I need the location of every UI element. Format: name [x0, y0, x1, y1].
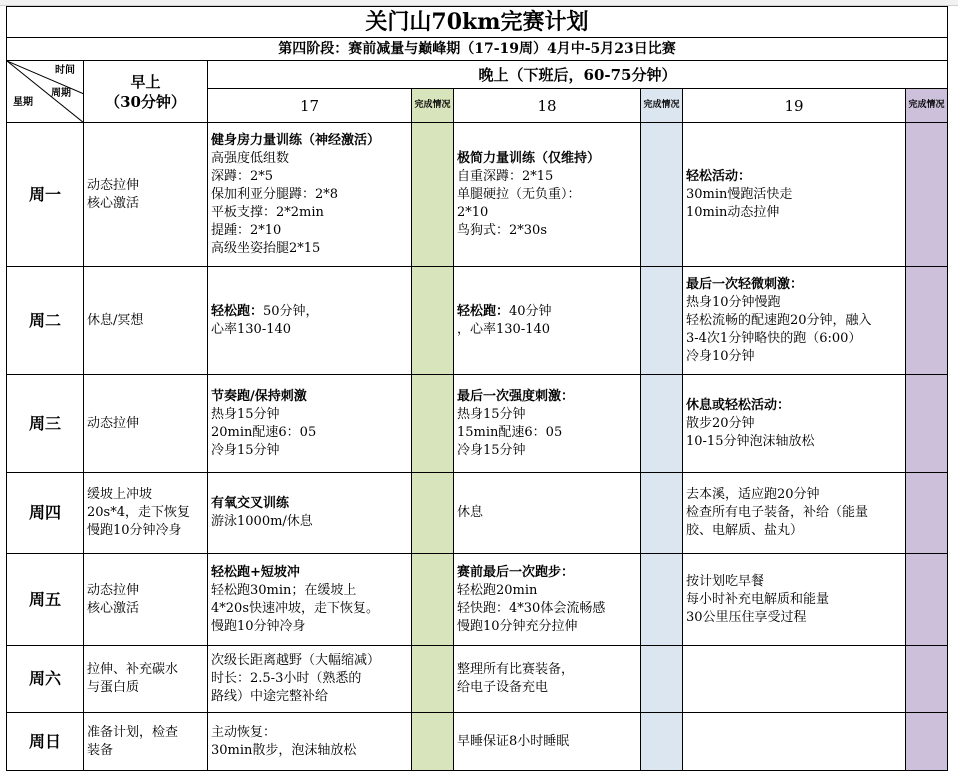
morning-line: 核心激活 — [87, 600, 140, 616]
week18-cell[interactable] — [454, 375, 641, 473]
morning-cell[interactable] — [84, 713, 208, 771]
day-row-tue — [7, 267, 948, 375]
done-header-17[interactable]: 完成情况 — [412, 89, 454, 123]
morning-line: 准备计划，检查 — [87, 724, 179, 740]
workout-line: 胶、电解质、盐丸） — [686, 523, 804, 538]
day-cell[interactable]: 周四 — [7, 473, 84, 554]
week17-cell[interactable] — [208, 473, 412, 554]
workout-title: 轻松活动： — [686, 168, 752, 184]
week19-cell[interactable] — [683, 473, 906, 554]
workout-title: 节奏跑/保持刺激 — [211, 388, 307, 404]
morning-line: 核心激活 — [87, 195, 140, 211]
week18-cell[interactable] — [454, 713, 641, 771]
workout-line: 冷身15分钟 — [457, 442, 526, 458]
workout-title: 最后一次强度刺激： — [457, 388, 575, 404]
morning-cell[interactable] — [84, 473, 208, 554]
workout-title: 健身房力量训练（神经激活） — [211, 132, 381, 148]
workout-line: 热身10分钟慢跑 — [686, 294, 781, 310]
workout-line: 冷身10分钟 — [686, 348, 755, 364]
workout-line: 游泳1000m/休息 — [211, 514, 313, 529]
week19-cell[interactable] — [683, 554, 906, 646]
evening-header[interactable]: 晚上（下班后，60-75分钟） — [208, 61, 948, 89]
workout-title: 轻松跑+短坡冲 — [211, 564, 300, 580]
workout-line: 心率130-140 — [211, 321, 292, 337]
done-header-19[interactable]: 完成情况 — [906, 89, 948, 123]
corner-day-label: 星期 — [13, 97, 33, 108]
day-row-fri — [7, 554, 948, 646]
done-cell-19[interactable] — [906, 375, 948, 473]
workout-line: 轻快跑：4*30体会流畅感 — [457, 600, 606, 616]
week19-cell[interactable] — [683, 713, 906, 771]
workout-line: 时长：2.5-3小时（熟悉的 — [211, 671, 362, 686]
day-cell[interactable]: 周日 — [7, 713, 84, 771]
done-cell-19[interactable] — [906, 646, 948, 713]
done-cell-18[interactable] — [641, 267, 683, 375]
workout-line: 自重深蹲：2*15 — [457, 168, 554, 184]
done-cell-17[interactable] — [412, 375, 454, 473]
morning-line: 慢跑10分钟冷身 — [87, 523, 182, 538]
workout-line: 平板支撑：2*2min — [211, 204, 324, 220]
done-cell-19[interactable] — [906, 123, 948, 267]
week17-cell[interactable] — [208, 554, 412, 646]
day-row-thu — [7, 473, 948, 554]
workout-title: 赛前最后一次跑步： — [457, 564, 575, 580]
week17-cell[interactable] — [208, 375, 412, 473]
done-cell-18[interactable] — [641, 375, 683, 473]
workout-title: 极简力量训练（仅维持） — [457, 150, 601, 166]
workout-line: 30min慢跑活快走 — [686, 186, 793, 202]
week-19-header[interactable]: 19 — [683, 89, 906, 123]
week18-cell[interactable] — [454, 267, 641, 375]
workout-line: 次级长距离越野（大幅缩减） — [211, 653, 381, 668]
workout-line: 给电子设备充电 — [457, 680, 549, 695]
day-row-sun — [7, 713, 948, 771]
done-cell-19[interactable] — [906, 473, 948, 554]
workout-line: 散步20分钟 — [686, 415, 755, 431]
workout-line: ，心率130-140 — [457, 321, 551, 337]
week18-cell[interactable] — [454, 554, 641, 646]
morning-header-line2: （30分钟） — [105, 92, 186, 111]
day-row-sat — [7, 646, 948, 713]
corner-header[interactable] — [7, 61, 84, 123]
morning-line: 装备 — [87, 742, 114, 758]
done-cell-18[interactable] — [641, 123, 683, 267]
workout-line: 30公里压住享受过程 — [686, 609, 807, 625]
done-cell-17[interactable] — [412, 123, 454, 267]
week-18-header[interactable]: 18 — [454, 89, 641, 123]
workout-line: 提踵：2*10 — [211, 222, 282, 238]
workout-inline: 40分钟 — [509, 303, 552, 319]
workout-line: 2*10 — [457, 204, 489, 220]
workout-line: 主动恢复： — [211, 724, 277, 740]
workout-inline: 50分钟， — [263, 303, 319, 319]
workout-line: 3-4次1分钟略快的跑（6:00） — [686, 330, 862, 346]
workout-line: 轻松流畅的配速跑20分钟，融入 — [686, 312, 872, 328]
week17-cell[interactable] — [208, 123, 412, 267]
morning-cell[interactable] — [84, 375, 208, 473]
morning-line: 动态拉伸 — [87, 177, 140, 193]
workout-line: 轻松跑20min — [457, 582, 538, 598]
workout-line: 30min散步，泡沫轴放松 — [211, 742, 357, 758]
week18-cell[interactable] — [454, 646, 641, 713]
done-cell-19[interactable] — [906, 713, 948, 771]
morning-cell[interactable] — [84, 646, 208, 713]
day-cell[interactable]: 周二 — [7, 267, 84, 375]
workout-title: 轻松跑： — [457, 303, 510, 319]
workout-line: 热身15分钟 — [457, 406, 526, 422]
workout-title: 休息或轻松活动： — [686, 397, 791, 413]
workout-line: 15min配速6：05 — [457, 424, 563, 440]
week17-cell[interactable] — [208, 646, 412, 713]
workout-line: 保加利亚分腿蹲：2*8 — [211, 186, 339, 202]
corner-week-label: 周期 — [51, 88, 71, 99]
done-cell-18[interactable] — [641, 473, 683, 554]
morning-header-line1: 早上 — [130, 72, 161, 91]
workout-line: 慢跑10分钟冷身 — [211, 618, 306, 634]
workout-line: 去本溪，适应跑20分钟 — [686, 487, 820, 502]
week19-cell[interactable] — [683, 267, 906, 375]
day-row-mon — [7, 123, 948, 267]
morning-cell[interactable] — [84, 554, 208, 646]
workout-line: 10min动态拉伸 — [686, 204, 780, 220]
done-cell-17[interactable] — [412, 473, 454, 554]
day-cell[interactable]: 周五 — [7, 554, 84, 646]
done-cell-17[interactable] — [412, 554, 454, 646]
phase-title[interactable]: 第四阶段：赛前减量与巅峰期（17-19周）4月中-5月23日比赛 — [7, 38, 948, 61]
morning-line: 与蛋白质 — [87, 680, 140, 695]
workout-line: 深蹲：2*5 — [211, 168, 274, 184]
morning-line: 20s*4，走下恢复 — [87, 505, 190, 520]
morning-cell[interactable] — [84, 267, 208, 375]
workout-line: 整理所有比赛装备， — [457, 662, 575, 677]
done-cell-19[interactable] — [906, 267, 948, 375]
corner-time-label: 时间 — [55, 65, 75, 76]
workout-line: 休息 — [457, 505, 484, 520]
morning-cell[interactable] — [84, 123, 208, 267]
workout-line: 早睡保证8小时睡眠 — [457, 733, 570, 749]
workout-line: 10-15分钟泡沫轴放松 — [686, 433, 815, 449]
workout-line: 热身15分钟 — [211, 406, 280, 422]
workout-title: 最后一次轻微刺激： — [686, 276, 804, 292]
workout-line: 20min配速6：05 — [211, 424, 317, 440]
done-cell-18[interactable] — [641, 713, 683, 771]
morning-line: 动态拉伸 — [87, 582, 140, 598]
day-cell[interactable]: 周六 — [7, 646, 84, 713]
workout-line: 高强度低组数 — [211, 150, 290, 166]
week18-cell[interactable] — [454, 123, 641, 267]
week17-cell[interactable] — [208, 267, 412, 375]
workout-line: 冷身15分钟 — [211, 442, 280, 458]
workout-line: 轻松跑30min；在缓坡上 — [211, 582, 357, 598]
done-cell-18[interactable] — [641, 554, 683, 646]
workout-line: 路线）中途完整补给 — [211, 689, 329, 704]
workout-line: 按计划吃早餐 — [686, 573, 765, 589]
week19-cell[interactable] — [683, 646, 906, 713]
day-cell[interactable]: 周三 — [7, 375, 84, 473]
workout-line: 鸟狗式：2*30s — [457, 222, 547, 238]
day-cell[interactable]: 周一 — [7, 123, 84, 267]
morning-header[interactable] — [84, 61, 208, 123]
week19-cell[interactable] — [683, 375, 906, 473]
morning-line: 拉伸、补充碳水 — [87, 662, 179, 677]
workout-line: 单腿硬拉（无负重）： — [457, 186, 581, 202]
morning-line: 缓坡上冲坡 — [87, 487, 153, 502]
morning-line: 休息/冥想 — [87, 312, 144, 328]
plan-title[interactable]: 关门山70km完赛计划 — [7, 7, 948, 38]
week-17-header[interactable]: 17 — [208, 89, 412, 123]
done-cell-18[interactable] — [641, 646, 683, 713]
done-cell-17[interactable] — [412, 713, 454, 771]
training-plan-table — [6, 6, 948, 771]
workout-line: 4*20s快速冲坡，走下恢复。 — [211, 600, 379, 616]
workout-line: 每小时补充电解质和能量 — [686, 591, 830, 607]
morning-line: 动态拉伸 — [87, 415, 140, 431]
week17-cell[interactable] — [208, 713, 412, 771]
week18-cell[interactable] — [454, 473, 641, 554]
done-cell-17[interactable] — [412, 646, 454, 713]
day-row-wed — [7, 375, 948, 473]
done-cell-19[interactable] — [906, 554, 948, 646]
workout-title: 有氧交叉训练 — [211, 496, 290, 511]
workout-line: 慢跑10分钟充分拉伸 — [457, 618, 578, 634]
done-cell-17[interactable] — [412, 267, 454, 375]
workout-title: 轻松跑： — [211, 303, 264, 319]
workout-line: 高级坐姿抬腿2*15 — [211, 240, 321, 256]
workout-line: 检查所有电子装备，补给（能量 — [686, 505, 869, 520]
done-header-18[interactable]: 完成情况 — [641, 89, 683, 123]
week19-cell[interactable] — [683, 123, 906, 267]
